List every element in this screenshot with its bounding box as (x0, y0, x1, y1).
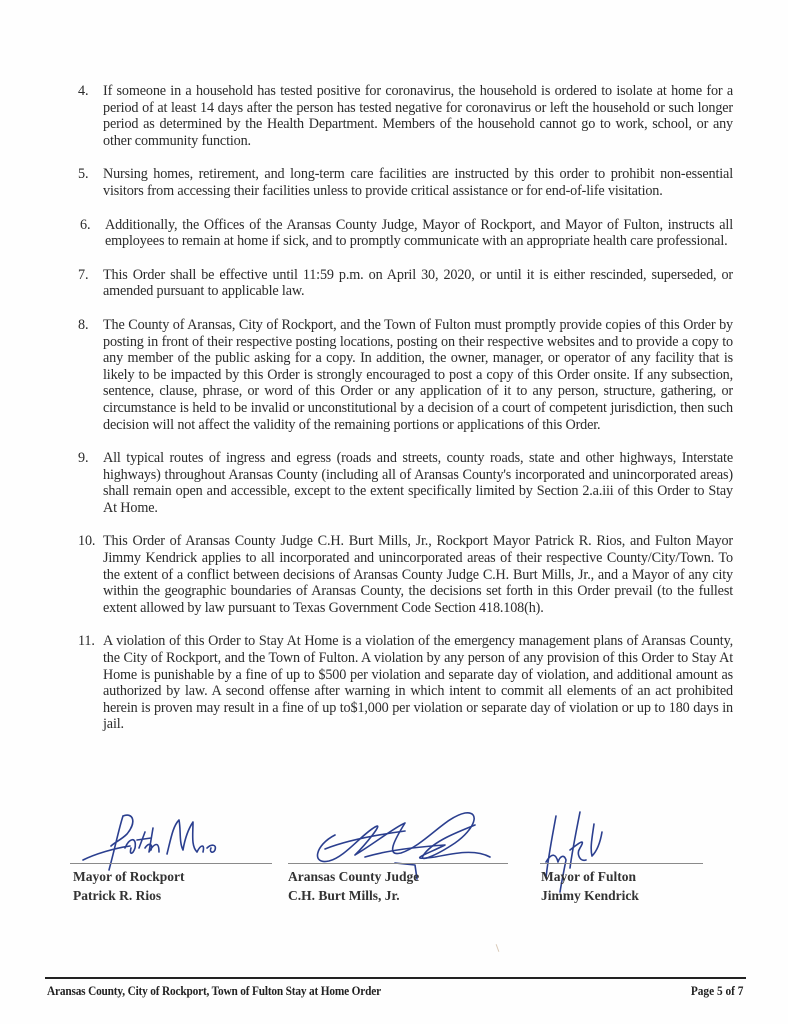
item-text: Nursing homes, retirement, and long-term care facilities are instructed by this order to prohibit non-essential visitors from accessing their facilities unless to provide critical assistance or for end-of-life visitation. (103, 166, 733, 199)
footer-divider (45, 977, 746, 979)
order-items (78, 83, 733, 750)
item-number: 11. (78, 633, 95, 650)
signer-name: C.H. Burt Mills, Jr. (288, 888, 400, 903)
item-text: This Order shall be effective until 11:59 p.m. on April 30, 2020, or until it is either rescinded, superseded, or amended pursuant to applicable law. (103, 266, 733, 300)
signature-line-fulton (540, 863, 703, 864)
order-item-5 (78, 166, 733, 199)
order-item-6 (78, 217, 733, 250)
item-text: All typical routes of ingress and egress (roads and streets, county roads, state and other highways, Interstate highways) throughout Aransas County (including all of Aransas County's incorporated and unincorporated areas) shall remain open and accessible, except to the extent specifically limited by Section 2.a.iii of this Order to Stay At Home. (103, 450, 733, 516)
footer-document-title: Aransas County, City of Rockport, Town of Fulton Stay at Home Order (47, 984, 381, 998)
item-number: 6. (80, 216, 91, 233)
item-text: Additionally, the Offices of the Aransas County Judge, Mayor of Rockport, and Mayor of Fulton, instructs all employees to remain at home if sick, and to promptly communicate with an appropriate health care professional. (105, 216, 733, 250)
order-item-7 (78, 267, 733, 300)
signature-rockport-mayor (75, 808, 235, 878)
item-number: 7. (78, 266, 89, 283)
signer-title: Aransas County Judge (288, 869, 420, 884)
order-item-4 (78, 83, 733, 149)
scan-artifact (496, 944, 500, 952)
signer-name: Jimmy Kendrick (541, 888, 639, 903)
item-text: A violation of this Order to Stay At Home is a violation of the emergency management plans of Aransas County, the City of Rockport, and the Town of Fulton. A violation by any person of any provision of this Order to Stay At Home is punishable by a fine of up to $500 per violation and separate day of violation, and additional amount as authorized by law. A second offense after warning in which intent to commit all elements of an act prohibited herein is proven may result in a fine of up to$1,000 per violation or separate day of violation or up to 180 days in jail. (103, 633, 733, 733)
item-text: The County of Aransas, City of Rockport, and the Town of Fulton must promptly provide copies of this Order by posting in front of their respective posting locations, posting on their respective websites and to provide a copy to any member of the public asking for a copy. In addition, the owner, manager, or operator of any facility that is likely to be impacted by this Order is strongly encouraged to post a copy of this Order onsite. If any subsection, sentence, clause, phrase, or word of this Order or any application of it to any person, structure, gathering, or circumstance is held to be invalid or unconstitutional by a decision of a court of competent jurisdiction, then such decision will not affect the validity of the remaining portions or applications of this Order. (103, 316, 733, 433)
item-number: 4. (78, 83, 89, 99)
signer-title: Mayor of Fulton (541, 869, 636, 884)
signer-title: Mayor of Rockport (73, 869, 185, 884)
item-number: 5. (78, 166, 89, 183)
order-item-8 (78, 317, 733, 433)
item-number: 8. (78, 316, 89, 333)
item-number: 9. (78, 450, 89, 467)
order-item-9 (78, 450, 733, 516)
order-item-11 (78, 633, 733, 733)
page-number: Page 5 of 7 (690, 984, 743, 998)
signature-line-rockport (70, 863, 272, 864)
item-text: If someone in a household has tested positive for coronavirus, the household is ordered to isolate at home for a period of at least 14 days after the person has tested negative for coronavirus or left the household or such longer period as determined by the Health Department. Members of the household cannot go to work, school, or any other community function. (103, 83, 733, 149)
item-text: This Order of Aransas County Judge C.H. Burt Mills, Jr., Rockport Mayor Patrick R. Rios, and Fulton Mayor Jimmy Kendrick applies to all incorporated and unincorporated areas of their respective County/City/Town. To the extent of a conflict between decisions of Aransas County Judge C.H. Burt Mills, Jr., and a Mayor of any city within the geographic boundaries of Aransas County, the decisions set forth in this Order prevail (to the fullest extent allowed by law pursuant to Texas Government Code Section 418.108(h). (103, 533, 733, 616)
item-number: 10. (78, 533, 96, 550)
signature-line-county (288, 863, 508, 864)
order-item-10 (78, 533, 733, 616)
signer-name: Patrick R. Rios (73, 888, 162, 903)
